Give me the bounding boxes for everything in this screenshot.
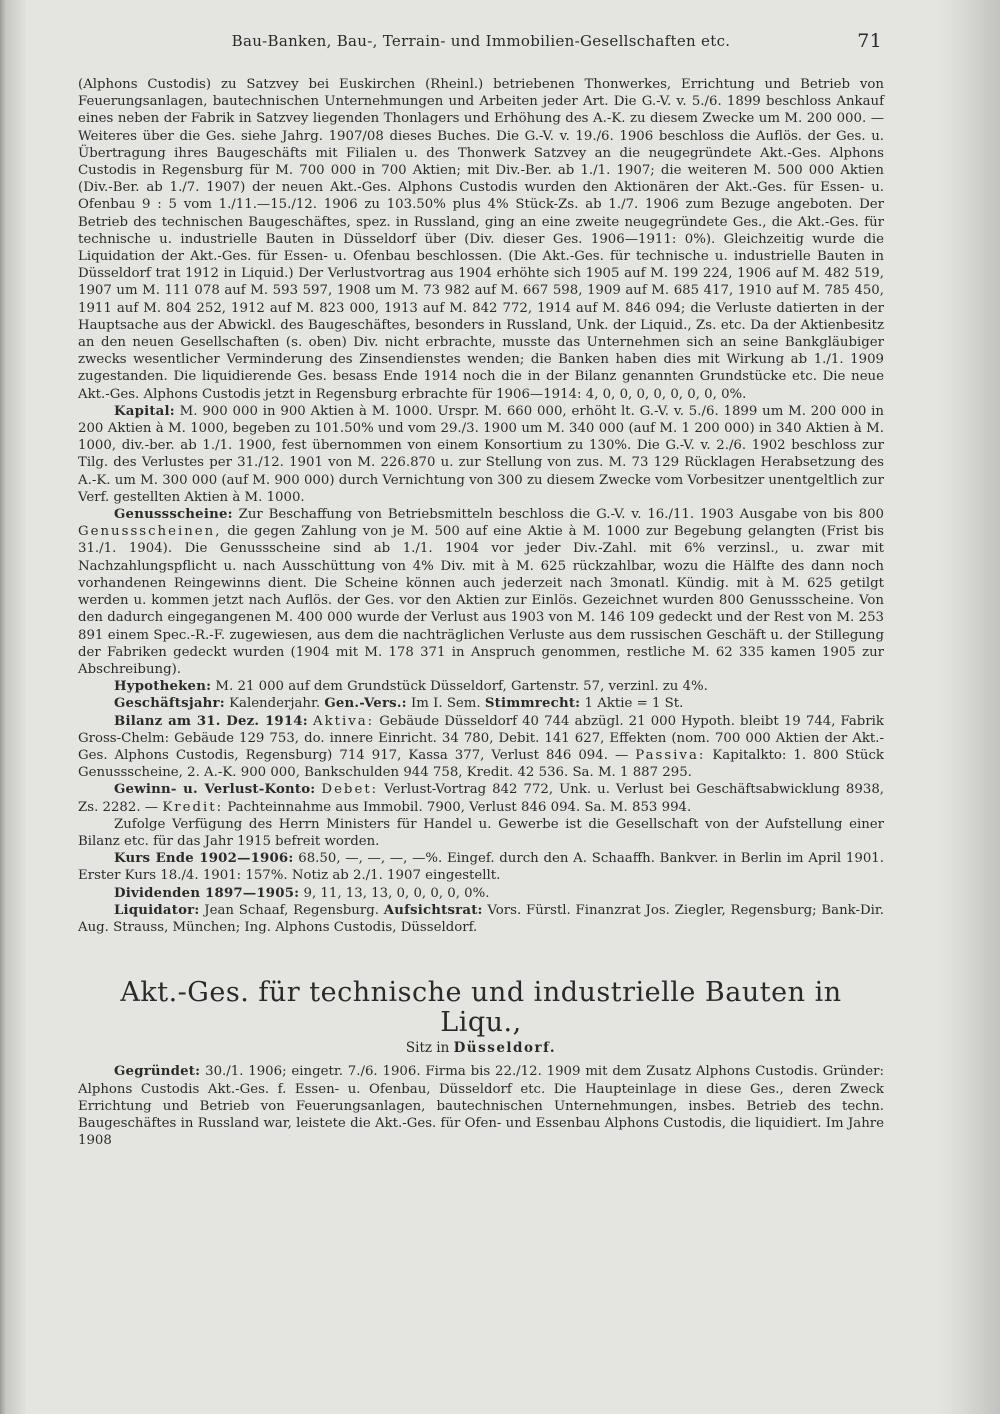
bilanz-text-a: Gebäude Düsseldorf 40 744 abzügl. 21 000 Hypoth. bleibt 19 744, Fabrik Gross-Chelm: Gebäude 129 753, do. innere Einricht. 34 780, Debit. 141 627, Effekten (nom. 700 000 Aktien der Akt.-Ges. Alphons Custodis, Regensburg) 714 917, Kassa 377, Verlust 846 094. — (78, 713, 884, 763)
geschaeftsjahr-text: Kalenderjahr. (229, 696, 321, 712)
guv-text-a: Verlust-Vortrag 842 772, Unk. u. Verlust bei Geschäftsabwicklung 8938, Zs. 2282. — (78, 782, 884, 815)
genuss-label: Genussscheine: (114, 507, 233, 523)
debet-label: Debet: (321, 782, 379, 798)
aufsichtsrat-text: Vors. Fürstl. Finanzrat Jos. Ziegler, Regensburg; Bank-Dir. Aug. Strauss, München; Ing. Alphons Custodis, Düsseldorf. (78, 902, 884, 935)
scan-edge-left (0, 0, 26, 1414)
guv-paragraph (78, 781, 884, 815)
running-title: Bau-Banken, Bau-, Terrain- und Immobilien-Gesellschaften etc. (231, 32, 731, 50)
kapital-paragraph (78, 403, 884, 506)
dividenden-paragraph (78, 885, 884, 902)
genuss-spaced-word: Genussscheinen, (78, 524, 222, 540)
stimmrecht-text: 1 Aktie = 1 St. (584, 696, 684, 712)
gegruendet-text: 30./1. 1906; eingetr. 7./6. 1906. Firma bis 22./12. 1909 mit dem Zusatz Alphons Custodis. Gründer: Alphons Custodis Akt.-Ges. f. Essen- u. Ofenbau, Düsseldorf etc. Die Haupteinlage in diese Ges., deren Zweck Errichtung und Betrieb von Feuerungsanlagen, bautechnischen Unternehmungen, insbes. Betrieb des techn. Baugeschäftes in Russland war, leistete die Akt.-Ges. für Ofen- und Essenbau Alphons Custodis, die liquidiert. Im Jahre 1908 (78, 1064, 884, 1149)
liquidator-text: Jean Schaaf, Regensburg. (204, 902, 379, 918)
geschaeftsjahr-paragraph (78, 695, 884, 712)
guv-label: Gewinn- u. Verlust-Konto: (114, 782, 316, 798)
hypothek-text: M. 21 000 auf dem Grundstück Düsseldorf, Gartenstr. 57, verzinl. zu 4%. (215, 679, 708, 695)
kurs-label: Kurs Ende 1902—1906: (114, 851, 294, 867)
seat-label: Sitz in (405, 1040, 450, 1057)
company-heading: Akt.-Ges. für technische und industrielle Bauten in Liqu., (120, 977, 842, 1039)
guv-text-b: Pachteinnahme aus Immobil. 7900, Verlust 846 094. Sa. M. 853 994. (227, 799, 692, 815)
document-page (78, 30, 884, 1149)
kredit-label: Kredit: (162, 799, 224, 815)
liquidator-paragraph (78, 902, 884, 936)
running-header (78, 30, 884, 60)
stimmrecht-label: Stimmrecht: (484, 696, 581, 712)
dividenden-label: Dividenden 1897—1905: (114, 885, 300, 901)
gegruendet-paragraph (78, 1063, 884, 1149)
liquidator-label: Liquidator: (114, 902, 200, 918)
dividenden-text: 9, 11, 13, 13, 0, 0, 0, 0, 0%. (303, 885, 490, 901)
kurs-text: 68.50, —, —, —, —%. Eingef. durch den A. Schaaffh. Bankver. in Berlin im April 1901. Erster Kurs 18./4. 1901: 157%. Notiz ab 2./1. 1907 eingestellt. (78, 851, 884, 884)
kapital-label: Kapital: (114, 403, 175, 419)
aufsichtsrat-label: Aufsichtsrat: (383, 902, 483, 918)
intro-paragraph: (Alphons Custodis) zu Satzvey bei Euskirchen (Rheinl.) betriebenen Thonwerkes, Errichtung und Betrieb von Feuerungsanlagen, bautechnischen Unternehmungen und Arbeiten jeder Art. Die G.-V. v. 5./6. 1899 beschloss Ankauf eines neben der Fabrik in Satzvey liegenden Thonlagers und Erhöhung des A.-K. zu diesem Zwecke um M. 200 000. — Weiteres über die Ges. siehe Jahrg. 1907/08 dieses Buches. Die G.-V. v. 19./6. 1906 beschloss die Auflös. der Ges. u. Übertragung ihres Baugeschäfts mit Filialen u. des Thonwerk Satzvey an die neugegründete Akt.-Ges. Alphons Custodis in Regensburg für M. 700 000 in 700 Aktien; mit Div.-Ber. ab 1./1. 1907; die weiteren M. 500 000 Aktien (Div.-Ber. ab 1./7. 1907) der neuen Akt.-Ges. Alphons Custodis wurden den Aktionären der Akt.-Ges. für Essen- u. Ofenbau 9 : 5 vom 1./11.—15./12. 1906 zu 103.50% plus 4% Stück-Zs. ab 1./7. 1906 zum Bezuge angeboten. Der Betrieb des technischen Baugeschäftes, spez. in Russland, ging an eine zweite neugegründete Ges., die Akt.-Ges. für technische u. industrielle Bauten in Düsseldorf über (Div. dieser Ges. 1906—1911: 0%). Gleichzeitig wurde die Liquidation der Akt.-Ges. für Essen- u. Ofenbau beschlossen. (Die Akt.-Ges. für technische u. industrielle Bauten in Düsseldorf trat 1912 in Liquid.) Der Verlustvortrag aus 1904 erhöhte sich 1905 auf M. 199 224, 1906 auf M. 482 519, 1907 um M. 111 078 auf M. 593 597, 1908 um M. 73 982 auf M. 667 598, 1909 auf M. 685 417, 1910 auf M. 785 450, 1911 auf M. 804 252, 1912 auf M. 823 000, 1913 auf M. 842 772, 1914 auf M. 846 094; die Verluste datierten in der Hauptsache aus der Abwickl. des Baugeschäftes, besonders in Russland, Unk. der Liquid., Zs. etc. Da der Aktienbesitz an den neuen Gesellschaften (s. oben) Div. nicht erbrachte, musste das Unternehmen sich an seine Bankgläubiger zwecks wesentlicher Verminderung des Zinsendienstes wenden; die Banken haben dies mit Wirkung ab 1./1. 1909 zugestanden. Die liquidierende Ges. besass Ende 1914 noch die in der Bilanz genannten Grundstücke etc. Die neue Akt.-Ges. Alphons Custodis jetzt in Regensburg erbrachte für 1906—1914: 4, 0, 0, 0, 0, 0, 0, 0, 0%. (78, 77, 884, 402)
zufolge-paragraph: Zufolge Verfügung des Herrn Ministers für Handel u. Gewerbe ist die Gesellschaft von der Aufstellung einer Bilanz etc. für das Jahr 1915 befreit worden. (78, 816, 884, 849)
bilanz-label: Bilanz am 31. Dez. 1914: (114, 713, 308, 729)
genuss-text-a: Zur Beschaffung von Betriebsmitteln beschloss die G.-V. v. 16./11. 1903 Ausgabe von bis 800 (238, 507, 884, 523)
seat-city: Düsseldorf. (453, 1040, 557, 1057)
hypothek-paragraph (78, 678, 884, 695)
gen-vers-label: Gen.-Vers.: (324, 696, 407, 712)
body-text (78, 76, 884, 1149)
kurs-paragraph (78, 850, 884, 884)
genuss-text-b: die gegen Zahlung von je M. 500 auf eine Aktie à M. 1000 zur Begebung gelangten (Frist bis 31./1. 1904). Die Genussscheine sind ab 1./1. 1904 vor jeder Div.-Zahl. mit 6% verzinsl., u. zwar mit Nachzahlungspflicht u. nach Ausschüttung von 4% Div. mit à M. 625 rückzahlbar, wozu die Hälfte des dann noch vorhandenen Reingewinns dient. Die Scheine können auch jederzeit nach 3monatl. Kündig. mit à M. 625 getilgt werden u. kommen jetzt nach Auflös. der Ges. vor den Aktien zur Einlös. Gezeichnet wurden 800 Genussscheine. Von den dadurch eingegangenen M. 400 000 wurde der Verlust aus 1903 von M. 146 109 gedeckt und der Rest von M. 253 891 einem Spec.-R.-F. zugewiesen, aus dem die nachträglichen Verluste aus dem russischen Geschäft u. der Stillegung der Fabriken gedeckt wurden (1904 mit M. 178 371 in Anspruch genommen, restliche M. 62 335 kamen 1905 zur Abschreibung). (78, 524, 884, 677)
geschaeftsjahr-label: Geschäftsjahr: (114, 696, 225, 712)
passiva-label: Passiva: (635, 747, 706, 763)
scan-edge-right (938, 0, 1000, 1414)
page-number: 71 (857, 30, 882, 52)
bilanz-paragraph (78, 713, 884, 782)
genuss-paragraph (78, 506, 884, 678)
gen-vers-text: Im I. Sem. (411, 696, 481, 712)
gegruendet-label: Gegründet: (114, 1064, 201, 1080)
kapital-text: M. 900 000 in 900 Aktien à M. 1000. Urspr. M. 660 000, erhöht lt. G.-V. v. 5./6. 1899 um M. 200 000 in 200 Aktien à M. 1000, begeben zu 101.50% und vom 29./3. 1900 um M. 340 000 (auf M. 1 200 000) in 340 Aktien à M. 1000, div.-ber. ab 1./1. 1900, fest übernommen von einem Konsortium zu 130%. Die G.-V. v. 2./6. 1902 beschloss zur Tilg. des Verlustes per 31./12. 1901 von M. 226.870 u. zur Stellung von zus. M. 73 129 Rücklagen Herabsetzung des A.-K. um M. 300 000 (auf M. 900 000) durch Vernichtung von 300 zu diesem Zwecke vom Vorbesitzer unentgeltlich zur Verf. gestellten Aktien à M. 1000. (78, 403, 884, 505)
company-seat (78, 1040, 884, 1057)
hypothek-label: Hypotheken: (114, 679, 212, 695)
aktiva-label: Aktiva: (312, 713, 375, 729)
bilanz-text-b: Kapitalkto: 1. 800 Stück Genussscheine, 2. A.-K. 900 000, Bankschulden 944 758, Kredit. 42 536. Sa. M. 1 887 295. (78, 747, 884, 781)
